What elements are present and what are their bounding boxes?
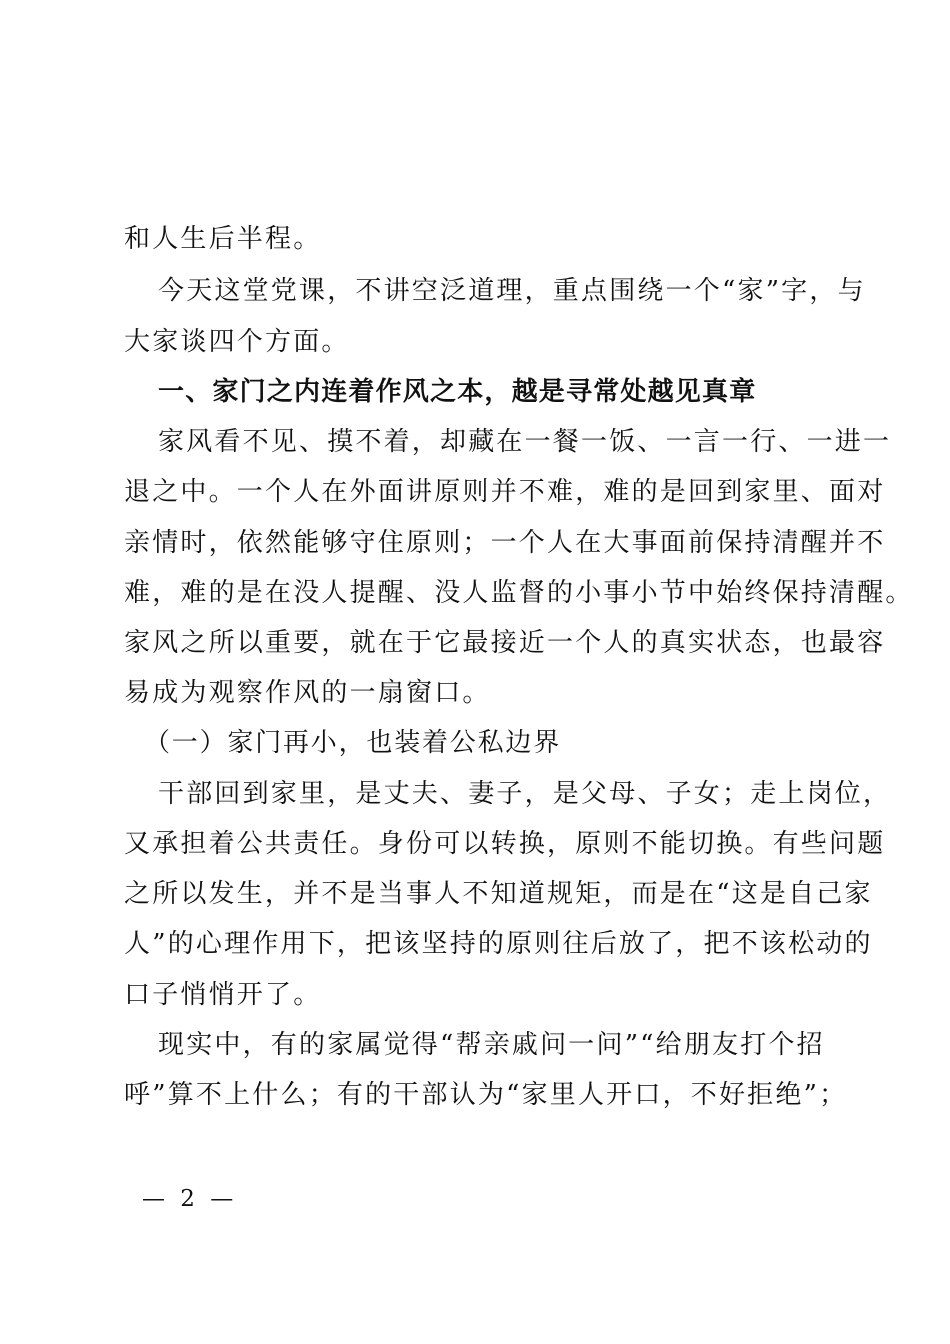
paragraph-line: 又承担着公共责任。身份可以转换，原则不能切换。有些问题 [124, 829, 886, 859]
paragraph-line: 大家谈四个方面。 [124, 327, 350, 357]
paragraph-line: 家风看不见、摸不着，却藏在一餐一饭、一言一行、一进一 [158, 427, 892, 457]
paragraph-line: 呼”算不上什么；有的干部认为“家里人开口，不好拒绝”； [124, 1080, 848, 1110]
subsection-heading: （一）家门再小，也装着公私边界 [144, 728, 562, 758]
paragraph-line: 家风之所以重要，就在于它最接近一个人的真实状态，也最容 [124, 628, 886, 658]
paragraph-line: 人”的心理作用下，把该坚持的原则往后放了，把不该松动的 [124, 929, 873, 959]
paragraph-line: 和人生后半程。 [124, 224, 322, 254]
paragraph-line: 干部回到家里，是丈夫、妻子，是父母、子女；走上岗位， [158, 779, 892, 809]
paragraph-line: 亲情时，依然能够守住原则；一个人在大事面前保持清醒并不 [124, 528, 886, 558]
paragraph-line: 之所以发生，并不是当事人不知道规矩，而是在“这是自己家 [124, 879, 873, 909]
paragraph-line: 口子悄悄开了。 [124, 980, 322, 1010]
paragraph-line: 退之中。一个人在外面讲原则并不难，难的是回到家里、面对 [124, 477, 886, 507]
page-number: — 2 — [142, 1186, 238, 1212]
paragraph-line: 难，难的是在没人提醒、没人监督的小事小节中始终保持清醒。 [124, 578, 914, 608]
section-heading: 一、家门之内连着作风之本，越是寻常处越见真章 [158, 377, 757, 407]
paragraph-line: 易成为观察作风的一扇窗口。 [124, 678, 491, 708]
paragraph-line: 今天这堂党课，不讲空泛道理，重点围绕一个“家”字，与 [158, 276, 866, 306]
paragraph-line: 现实中，有的家属觉得“帮亲戚问一问”“给朋友打个招 [158, 1030, 825, 1060]
